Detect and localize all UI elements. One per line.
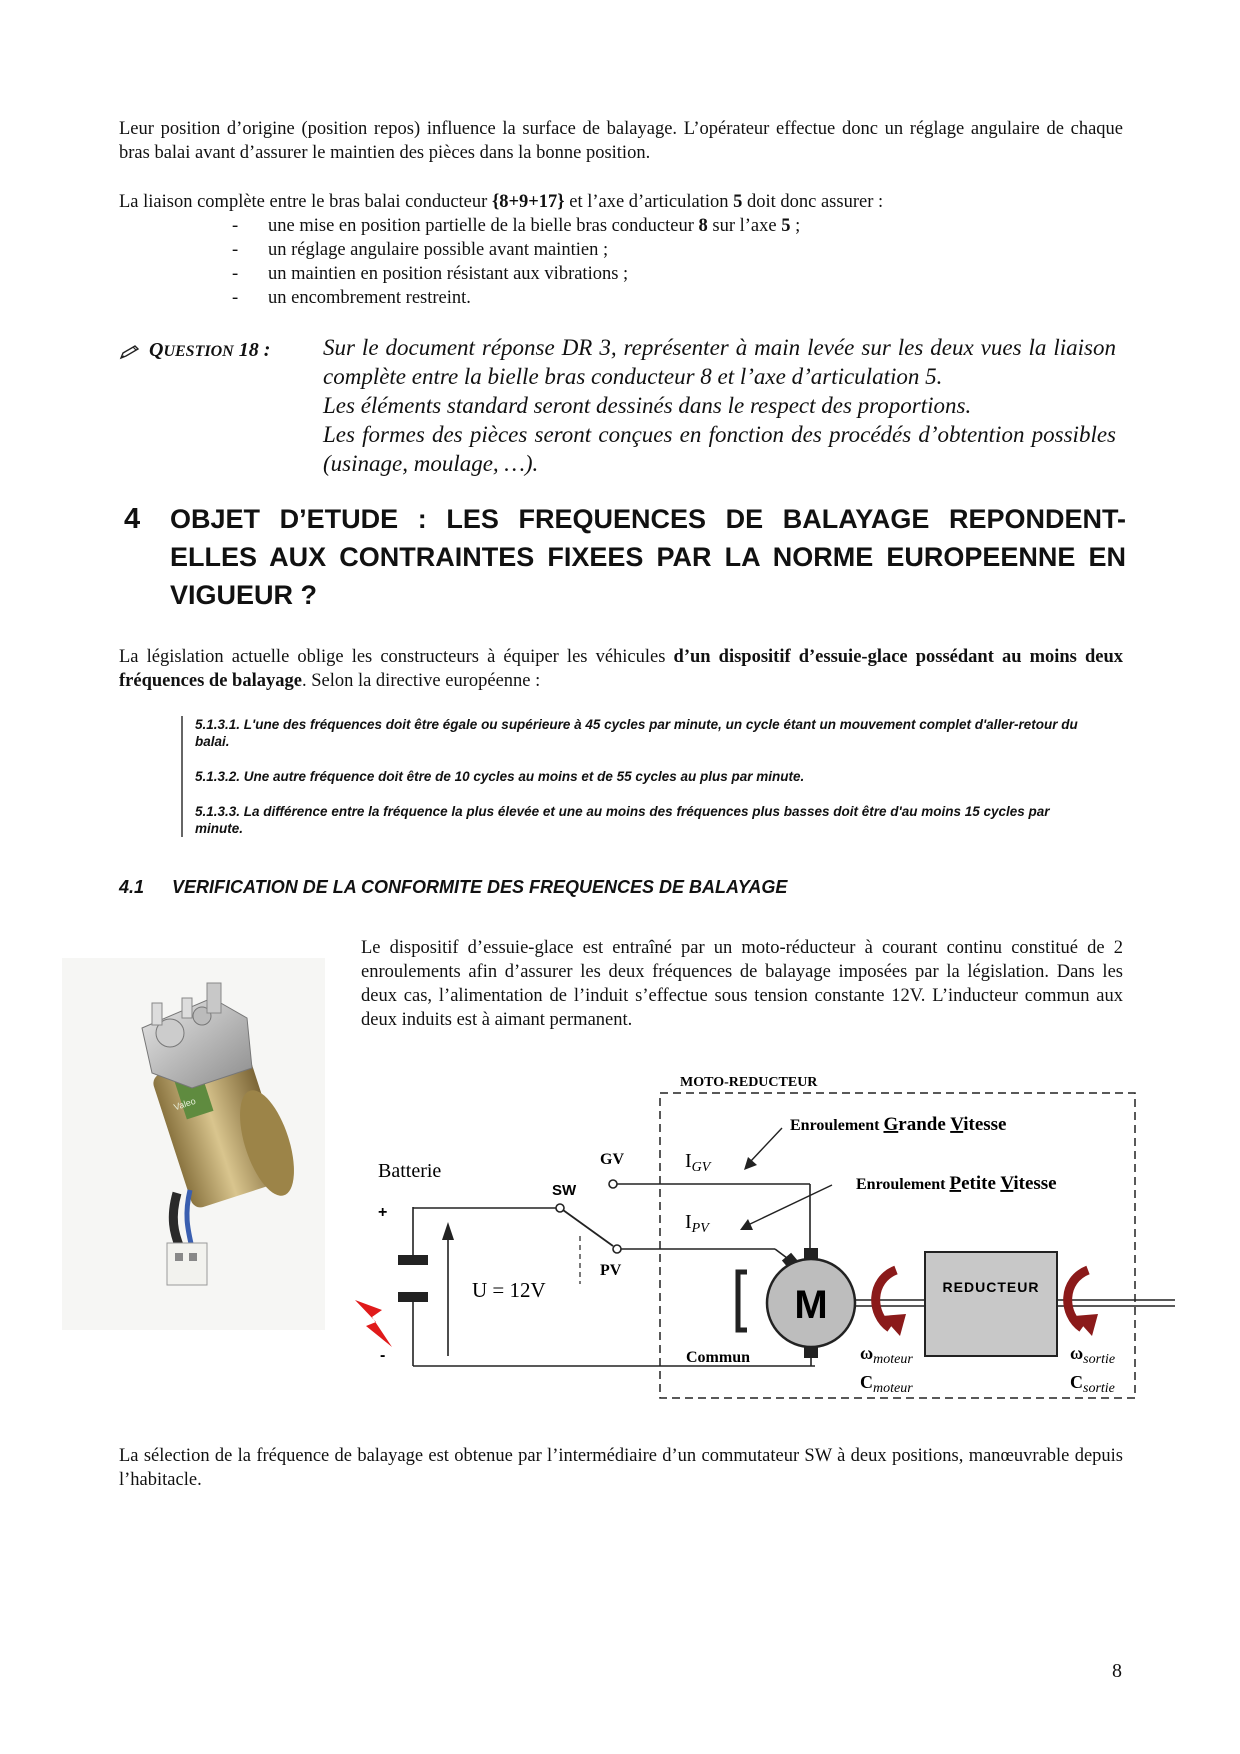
omega-motor-label: $\omega_{moteur}$	[860, 1343, 913, 1367]
winding-gv-label: Enroulement Grande Vitesse	[790, 1114, 1007, 1135]
requirements-list	[232, 214, 1032, 314]
pencil-icon	[119, 344, 141, 360]
svg-text:Valeo: Valeo	[172, 1095, 197, 1113]
directive-item: 5.1.3.1. L'une des fréquences doit être égale ou supérieure à 45 cycles par minute, un cycle étant un mouvement complet d'aller-retour du balai.	[195, 717, 1078, 749]
batterie-label: Batterie	[378, 1160, 442, 1182]
question-line: Sur le document réponse DR 3, représenter à main levée sur les deux vues la liaison complète entre la bielle bras conducteur 8 et l’axe d’articulation 5.	[323, 335, 1116, 389]
plus-terminal: +	[378, 1204, 388, 1221]
directive-item: 5.1.3.2. Une autre fréquence doit être de 10 cycles au moins et de 55 cycles au plus par minute.	[195, 769, 805, 784]
list-item: - un encombrement restreint.	[232, 288, 471, 308]
list-item: - une mise en position partielle de la bielle bras conducteur 8 sur l’axe 5 ;	[232, 216, 801, 236]
question-line: Les formes des pièces seront conçues en fonction des procédés d’obtention possibles (usinage, moulage, …).	[323, 422, 1116, 476]
lightning-icon	[355, 1300, 392, 1347]
liaison-paragraph: La liaison complète entre le bras balai conducteur {8+9+17} et l’axe d’articulation 5 doit donc assurer :	[119, 192, 884, 212]
circuit-diagram	[330, 1060, 1190, 1430]
question-line: Les éléments standard seront dessinés dans le respect des proportions.	[323, 393, 972, 418]
directive-quote	[181, 716, 1095, 837]
winding-pv-label: Enroulement Petite Vitesse	[856, 1173, 1057, 1194]
magnet-symbol	[738, 1272, 747, 1330]
reducteur-box	[925, 1252, 1057, 1356]
current-gv-label: $I_{GV}$	[685, 1150, 711, 1175]
battery-cell	[398, 1255, 428, 1265]
directive-item: 5.1.3.3. La différence entre la fréquence la plus élevée et une au moins des fréquences plus basses doit être d'au moins 15 cycles par minute.	[195, 804, 1050, 836]
omega-output-label: $\omega_{sortie}$	[1070, 1343, 1116, 1367]
reducteur-label: REDUCTEUR	[942, 1279, 1040, 1295]
motor-label: M	[794, 1283, 828, 1327]
page-number: 8	[1112, 1660, 1122, 1682]
battery-cell	[398, 1292, 428, 1302]
sw-label: SW	[552, 1182, 577, 1199]
pv-contact-label: PV	[600, 1262, 622, 1279]
question-text	[323, 333, 1116, 478]
commun-label: Commun	[686, 1349, 751, 1366]
question-label: QUESTION 18 :	[119, 339, 309, 369]
couple-output-label: $C_{sortie}$	[1070, 1372, 1115, 1396]
switch-arm	[563, 1210, 613, 1246]
motor-photo-drawing	[62, 958, 325, 1330]
minus-terminal: -	[380, 1347, 386, 1364]
gv-contact-label: GV	[600, 1151, 624, 1168]
list-item: - un réglage angulaire possible avant maintien ;	[232, 240, 609, 260]
legislation-paragraph: La législation actuelle oblige les constructeurs à équiper les véhicules d’un dispositif d’essuie-glace possédant au moins deux fréquences de balayage. Selon la directive européenne :	[119, 647, 1123, 691]
section-4-heading: 4 OBJET D’ETUDE : LES FREQUENCES DE BALAYAGE REPONDENT-ELLES AUX CONTRAINTES FIXEES PAR LA NORME EUROPEENNE EN VIGUEUR ?	[124, 503, 1126, 610]
motor-photo	[62, 958, 325, 1330]
section-4-1-heading: 4.1 VERIFICATION DE LA CONFORMITE DES FREQUENCES DE BALAYAGE	[119, 877, 788, 897]
intro-paragraph: Leur position d’origine (position repos) influence la surface de balayage. L’opérateur effectue donc un réglage angulaire de chaque bras balai avant d’assurer le maintien des pièces dans la bonne position.	[119, 119, 1123, 163]
selection-paragraph: La sélection de la fréquence de balayage est obtenue par l’intermédiaire d’un commutateur SW à deux positions, manœuvrable depuis l’habitacle.	[119, 1446, 1123, 1490]
voltage-label: U = 12V	[472, 1278, 546, 1302]
list-item: - un maintien en position résistant aux vibrations ;	[232, 264, 629, 284]
moto-reducteur-label: MOTO-REDUCTEUR	[680, 1075, 818, 1090]
current-pv-label: $I_{PV}$	[685, 1211, 709, 1236]
motor-description: Le dispositif d’essuie-glace est entraîné par un moto-réducteur à courant continu constitué de 2 enroulements afin d’assurer les deux fréquences de balayage imposées par la législation. Dans les deux cas, l’alimentation de l’induit s’effectue sous tension constante 12V. L’inducteur commun aux deux induits est à aimant permanent.	[361, 938, 1123, 1030]
couple-motor-label: $C_{moteur}$	[860, 1372, 913, 1396]
